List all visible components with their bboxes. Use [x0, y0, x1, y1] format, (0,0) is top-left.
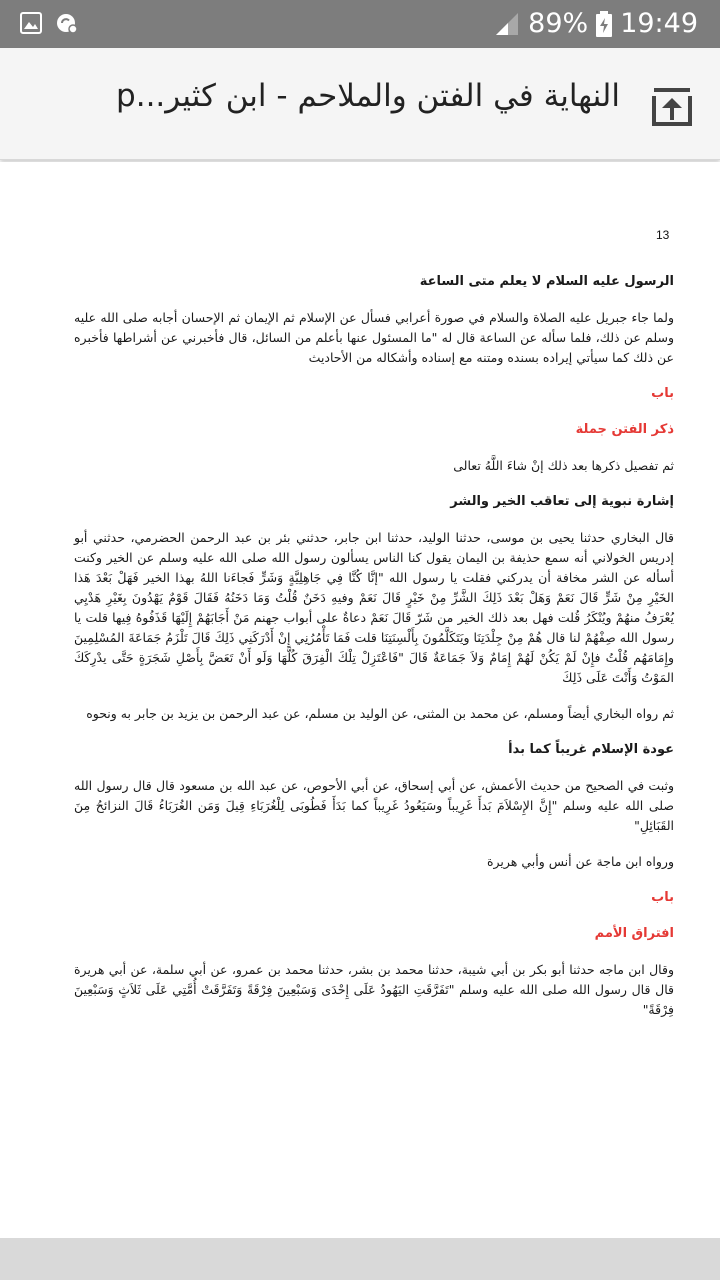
- app-bar: [0, 48, 720, 160]
- signal-icon: [494, 11, 520, 37]
- paragraph: وثبت في الصحيح من حديث الأعمش، عن أبي إسحاق، عن أبي الأحوص، عن عبد الله بن مسعود قال قال رسول الله صلى الله عليه وسلم "إِنَّ الإِسْلاَمَ بَدأَ غَرِيباً وسَيَعُودُ غَرِيباً كما بَدَأَ فَطُوبَى لِلْغُرَبَاءِ قِيلَ وَمَن الغُرَبَاءُ قَالَ النزائحُ مِنَ القَبَائِلِ": [74, 778, 674, 833]
- page-separator: [0, 1238, 720, 1280]
- paragraph: قال البخاري حدثنا يحيى بن موسى، حدثنا الوليد، حدثنا ابن جابر، حدثني بئر بن عبد الرحمن الحضرمي، حدثني أبو إدريس الخولاني أنه سمع حذيفة بن اليمان يقول كنا الناس يسألون رسول الله صلى الله عليه وسلم عن الخير وكنت أسأله عن الشر مخافة أن يدركني فقلت يا رسول الله "إنَّا كُنَّا فِي جَاهِلِيَّةٍ وَشَرٍّ فَجاءَنا اللهُ بهذا الخير فَهَلْ بَعْدَ هَذا الخَيْرِ مِنْ شَرٍّ قَالَ نَعَمْ وَهَلْ بَعْدَ ذَلِكَ الشَّرِّ مِنْ خَيْرٍ قَالَ نَعَمْ وفيهِ دَخَنٌ قُلْتُ وَمَا دَخَنُهُ فَقَالَ قَوْمٌ يَهْدُونَ بِغَيْرِ هَدْيِي يُعْرَفُ منهُمْ ويُنْكَرُ قُلت فهل بعد ذلك الخير من شَرّ قَالَ نَعَمْ دعاةٌ على أبواب جهنم مَنْ أَجَابَهُمْ إِلَيْهَا قَذَفُوهُ فِيها قلت يا رسول الله صِفْهُمْ لنا قال هُمْ مِنْ جِلْدَتِنَا ويَتَكَلَّمُونَ بِأَلْسِنَتِنَا قلت فَمَا تَأْمُرُنِي إِنْ أَدْرَكَنِي ذَلِكَ قَالَ تَلْزَمُ جَمَاعَةَ المُسْلِمِينَ وإِمَامَهُم قُلْتُ فإِنْ لَمْ يَكُنْ لَهُمْ إِمَامٌ وَلاَ جَمَاعَةٌ قَالَ "فَاعْتَزِلْ تِلْكَ الْفِرَقَ كُلَّهَا وَلَو أَنْ تَعَضَّ بِأَصْلِ شَجَرَةٍ حَتَّى يدْرِكَكَ المَوْتُ وَأَنْتَ عَلَى ذَلِكَ: [74, 530, 674, 685]
- paragraph: ولما جاء جبريل عليه الصلاة والسلام في صورة أعرابي فسأل عن الإسلام ثم الإيمان ثم الإحسان أجابه صلى الله عليه وسلم عن ذلك، فلما سأله عن الساعة قال له "ما المسئول عنها بأعلم من السائل، قال فأخبرني عن أشراطها فأخبره عن ذلك كما سيأتي إيراده بسنده ومتنه مع إسناده وأشكاله من الأحاديث: [74, 310, 674, 365]
- share-upload-icon: [648, 82, 696, 130]
- share-button[interactable]: [648, 82, 696, 130]
- status-bar: [0, 0, 720, 48]
- paragraph: ثم رواه البخاري أيضاً ومسلم، عن محمد بن المثنى، عن الوليد بن مسلم، عن عبد الرحمن بن يزيد بن جابر به ونحوه: [86, 706, 674, 721]
- document-title: النهاية في الفتن والملاحم - ابن كثير...p: [116, 78, 620, 114]
- section-heading-red: باب: [651, 890, 674, 905]
- section-heading: إشارة نبوية إلى تعاقب الخير والشر: [450, 494, 674, 509]
- battery-charging-icon: [596, 11, 612, 37]
- sync-icon: [56, 12, 78, 34]
- battery-percent: 89%: [528, 8, 589, 39]
- section-heading-red: باب: [651, 386, 674, 401]
- clock: 19:49: [620, 8, 698, 39]
- paragraph: وقال ابن ماجه حدثنا أبو بكر بن أبي شيبة، حدثنا محمد بن بشر، حدثنا محمد بن عمرو، عن أبي سلمة، عن أبي هريرة قال قال رسول الله صلى الله عليه وسلم "تَفَرَّقَتِ اليَهُودُ عَلَى إِحْدَى وَسَبْعِينَ فِرْقَةً وَتَفَرَّقَتْ أُمَّتِي عَلَى ثَلاَثٍ وَسَبْعِينَ فِرْقَةً": [74, 962, 674, 1017]
- paragraph: ورواه ابن ماجة عن أنس وأبي هريرة: [486, 854, 674, 869]
- pdf-page[interactable]: [0, 162, 720, 1236]
- section-heading: الرسول عليه السلام لا يعلم متى الساعة: [419, 274, 674, 289]
- page-content: [74, 272, 674, 1036]
- paragraph: ثم تفصيل ذكرها بعد ذلك إنْ شاءَ اللَّهُ تعالى: [453, 458, 674, 473]
- section-heading-red: ذكر الفتن جملة: [575, 422, 674, 437]
- system-indicators: [494, 6, 698, 42]
- section-heading-red: افتراق الأمم: [594, 926, 674, 941]
- page-number: 13: [656, 228, 670, 242]
- section-heading: عودة الإسلام غريباً كما بدأ: [508, 742, 674, 757]
- notification-icons: [20, 12, 78, 34]
- gallery-icon: [20, 12, 42, 34]
